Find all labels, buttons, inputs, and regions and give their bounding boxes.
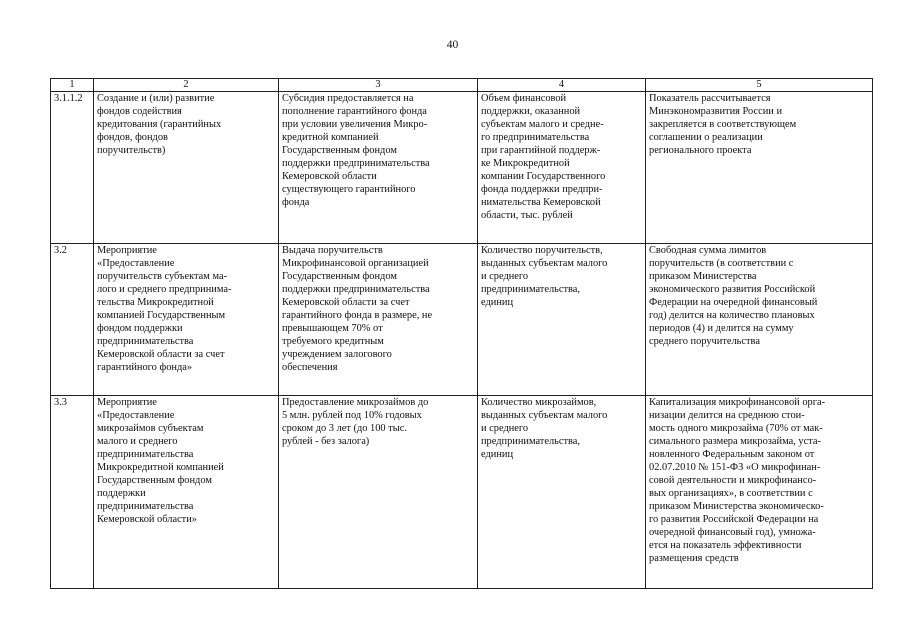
indicator: Количество микрозаймов, выданных субъектам малого и среднего предпринимательства, единиц	[478, 396, 646, 589]
table-row	[51, 244, 873, 396]
row-number: 3.2	[51, 244, 94, 396]
row-number: 3.1.1.2	[51, 92, 94, 244]
row-number: 3.3	[51, 396, 94, 589]
measure-name: Мероприятие «Предоставление микрозаймов субъектам малого и среднего предпринимательства Микрокредитной компанией Государственным фондом поддержки предпринимательства Кемеровской области»	[94, 396, 279, 589]
column-header: 5	[646, 79, 873, 92]
measure-description: Предоставление микрозаймов до 5 млн. рублей под 10% годовых сроком до 3 лет (до 100 тыс. рублей - без залога)	[279, 396, 478, 589]
table-header-row	[51, 79, 873, 92]
calculation-method: Свободная сумма лимитов поручительств (в соответствии с приказом Министерства экономического развития Российской Федерации на очередной финансовый год) делится на количество плановых периодов (4) и делится на сумму среднего поручительства	[646, 244, 873, 396]
column-header: 4	[478, 79, 646, 92]
column-header: 3	[279, 79, 478, 92]
page-number: 40	[446, 39, 459, 51]
table-row	[51, 396, 873, 589]
program-table	[50, 78, 873, 589]
column-header: 2	[94, 79, 279, 92]
measure-name: Создание и (или) развитие фондов содействия кредитования (гарантийных фондов, фондов поручительств)	[94, 92, 279, 244]
measure-description: Выдача поручительств Микрофинансовой организацией Государственным фондом поддержки предпринимательства Кемеровской области за счет гарантийного фонда в размере, не превышающем 70% от требуемого кредитным учреждением залогового обеспечения	[279, 244, 478, 396]
calculation-method: Показатель рассчитывается Минэкономразвития России и закрепляется в соответствующем соглашении о реализации регионального проекта	[646, 92, 873, 244]
column-header: 1	[51, 79, 94, 92]
indicator: Объем финансовой поддержки, оказанной субъектам малого и средне- го предпринимательства при гарантийной поддерж- ке Микрокредитной компании Государственного фонда поддержки предпри- нимательства Кемеровской области, тыс. рублей	[478, 92, 646, 244]
measure-name: Мероприятие «Предоставление поручительств субъектам ма- лого и среднего предпринима- тельства Микрокредитной компанией Государственным фондом поддержки предпринимательства Кемеровской области за счет гарантийного фонда»	[94, 244, 279, 396]
table-row	[51, 92, 873, 244]
indicator: Количество поручительств, выданных субъектам малого и среднего предпринимательства, единиц	[478, 244, 646, 396]
measure-description: Субсидия предоставляется на пополнение гарантийного фонда при условии увеличения Микро- кредитной компанией Государственным фондом поддержки предпринимательства Кемеровской области существующего гарантийного фонда	[279, 92, 478, 244]
calculation-method: Капитализация микрофинансовой орга- низации делится на среднюю стои- мость одного микрозайма (70% от мак- симального размера микрозайма, уста- новленного Федеральным законом от 02.07.2010 № 151-ФЗ «О микрофинан- совой деятельности и микрофинансо- вых организациях», в соответствии с приказом Министерства экономическо- го развития Российской Федерации на очередной финансовый год), умножа- ется на показатель эффективности размещения средств	[646, 396, 873, 589]
